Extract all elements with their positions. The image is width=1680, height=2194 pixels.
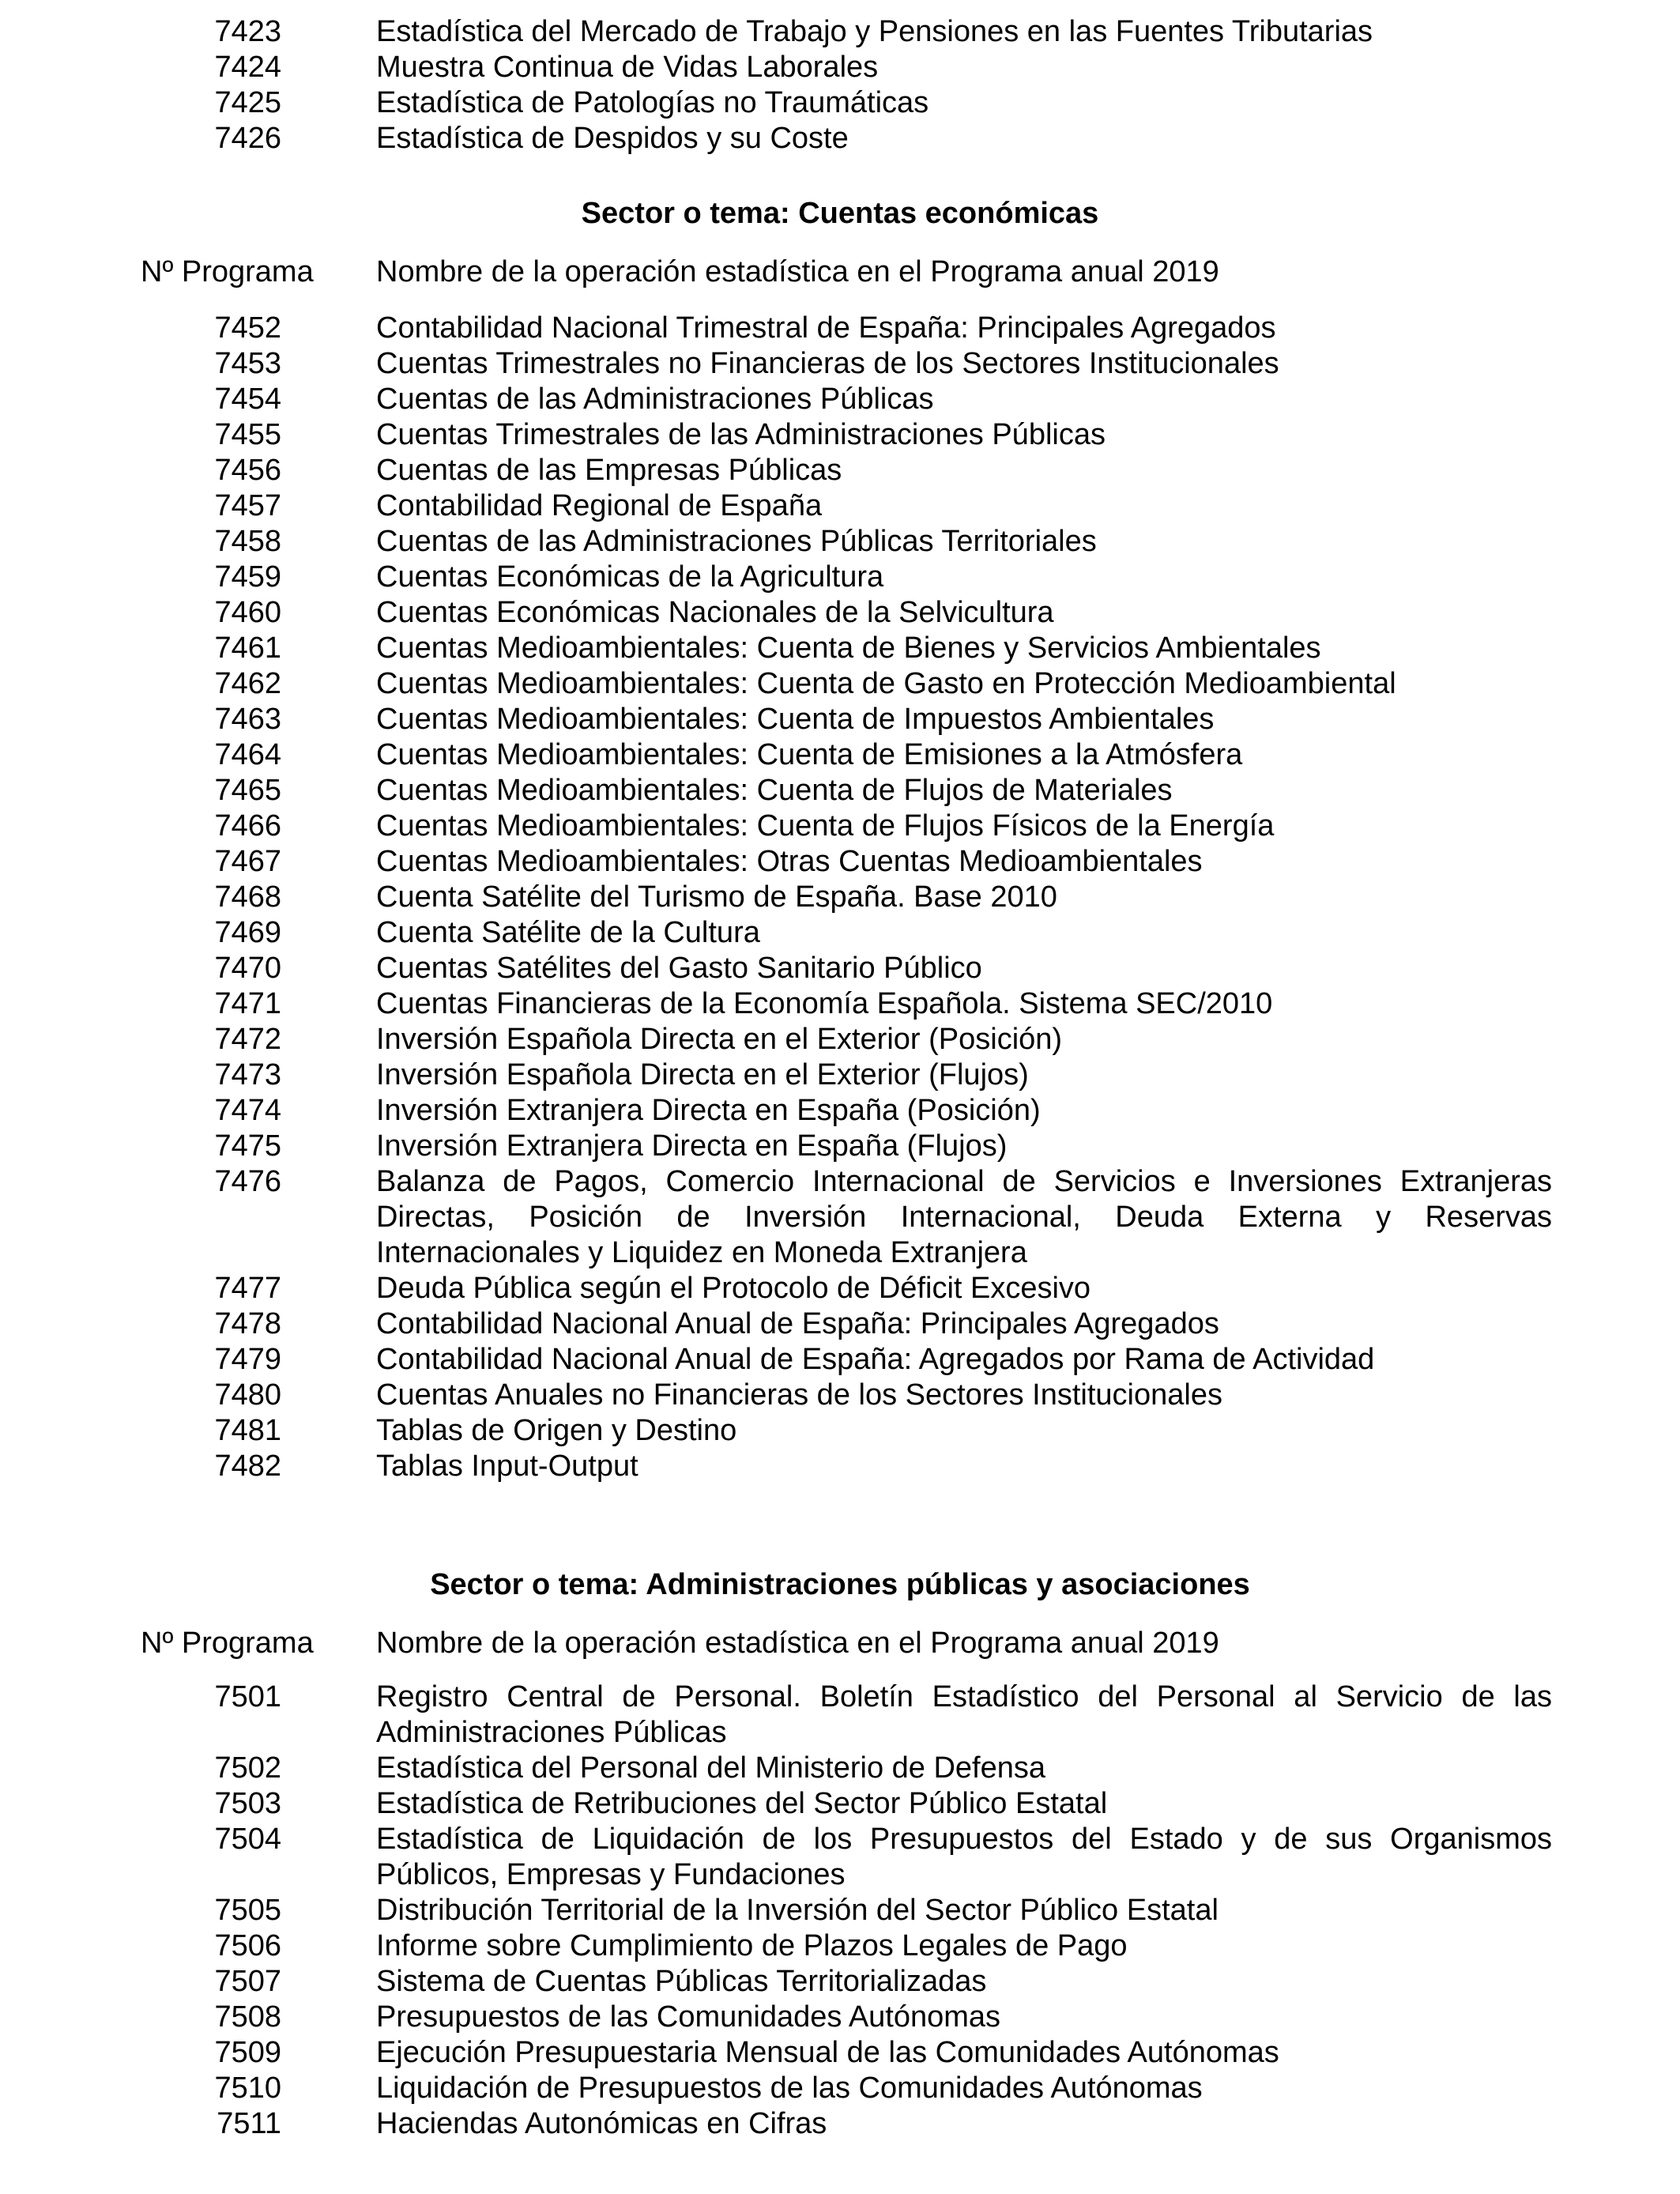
program-number: 7471	[214, 987, 281, 1020]
operation-name: Estadística de Retribuciones del Sector Público Estatal	[376, 1787, 1108, 1820]
operation-name: Deuda Pública según el Protocolo de Déficit Excesivo	[376, 1272, 1091, 1305]
list-item	[0, 1306, 1680, 1342]
list-item	[0, 631, 1680, 666]
program-number: 7472	[214, 1023, 281, 1056]
program-number: 7507	[214, 1965, 281, 1998]
list-item	[0, 915, 1680, 951]
list-item	[0, 666, 1680, 702]
list-item	[0, 382, 1680, 417]
operation-name: Contabilidad Regional de España	[376, 489, 823, 522]
operation-name: Sistema de Cuentas Públicas Territorializadas	[376, 1965, 987, 1998]
program-number: 7505	[214, 1894, 281, 1927]
list-item	[0, 1093, 1680, 1129]
list-item	[0, 773, 1680, 809]
program-number: 7509	[214, 2036, 281, 2069]
list-item	[0, 560, 1680, 595]
program-number: 7504	[214, 1823, 281, 1856]
operation-name: Cuentas Medioambientales: Otras Cuentas Medioambientales	[376, 845, 1203, 878]
list-item	[0, 1022, 1680, 1057]
operation-name: Tablas Input-Output	[376, 1449, 638, 1483]
list-item	[0, 1679, 1680, 1751]
list-item	[0, 346, 1680, 382]
list-item	[0, 488, 1680, 524]
operation-name: Cuentas Medioambientales: Cuenta de Gasto en Protección Medioambiental	[376, 667, 1396, 700]
column-header-number: Nº Programa	[141, 255, 314, 288]
program-number: 7469	[214, 916, 281, 949]
operation-name: Inversión Española Directa en el Exterior (Flujos)	[376, 1058, 1029, 1091]
operation-name: Cuentas Medioambientales: Cuenta de Emisiones a la Atmósfera	[376, 738, 1243, 771]
program-number: 7473	[214, 1058, 281, 1091]
list-item	[0, 986, 1680, 1022]
program-number: 7511	[217, 2107, 281, 2140]
list-item	[0, 880, 1680, 915]
list-item	[0, 951, 1680, 986]
operation-name: Contabilidad Nacional Anual de España: Agregados por Rama de Actividad	[376, 1343, 1375, 1376]
program-number: 7482	[214, 1449, 281, 1483]
operation-name: Cuentas Anuales no Financieras de los Sectores Institucionales	[376, 1378, 1222, 1412]
program-number: 7453	[214, 347, 281, 380]
operation-name: Cuentas Medioambientales: Cuenta de Flujos de Materiales	[376, 774, 1173, 807]
operation-name: Liquidación de Presupuestos de las Comunidades Autónomas	[376, 2071, 1203, 2105]
program-number: 7426	[214, 122, 281, 155]
list-item	[0, 1964, 1680, 2000]
operation-name: Cuentas de las Administraciones Públicas	[376, 383, 934, 416]
program-number: 7466	[214, 809, 281, 843]
list-item	[0, 417, 1680, 453]
program-number: 7425	[214, 86, 281, 119]
program-number: 7474	[214, 1094, 281, 1127]
column-header-name: Nombre de la operación estadística en el Programa anual 2019	[376, 1627, 1219, 1660]
program-number: 7457	[214, 489, 281, 522]
list-item	[0, 1271, 1680, 1306]
program-number: 7503	[214, 1787, 281, 1820]
program-number: 7510	[214, 2071, 281, 2105]
list-item	[0, 809, 1680, 844]
operation-name: Presupuestos de las Comunidades Autónomas	[376, 2000, 1001, 2034]
operation-name: Estadística del Personal del Ministerio de Defensa	[376, 1751, 1046, 1785]
list-item	[0, 1378, 1680, 1413]
program-number: 7456	[214, 454, 281, 487]
operation-name: Estadística del Mercado de Trabajo y Pensiones en las Fuentes Tributarias	[376, 15, 1373, 48]
operation-name: Inversión Extranjera Directa en España (Flujos)	[376, 1129, 1008, 1163]
operation-name: Cuentas Trimestrales de las Administraciones Públicas	[376, 418, 1106, 451]
program-number: 7465	[214, 774, 281, 807]
operation-name: Cuentas de las Administraciones Públicas Territoriales	[376, 525, 1097, 558]
operation-name: Cuenta Satélite de la Cultura	[376, 916, 760, 949]
list-item	[0, 844, 1680, 880]
list-item	[0, 14, 1680, 50]
column-header-number: Nº Programa	[141, 1627, 314, 1660]
list-item	[0, 453, 1680, 488]
program-number: 7479	[214, 1343, 281, 1376]
operation-name: Cuentas Medioambientales: Cuenta de Impuestos Ambientales	[376, 703, 1215, 736]
list-item	[0, 1822, 1680, 1893]
section-heading: Sector o tema: Cuentas económicas	[581, 197, 1099, 230]
operation-name: Cuentas Medioambientales: Cuenta de Flujos Físicos de la Energía	[376, 809, 1275, 843]
operation-name: Estadística de Liquidación de los Presupuestos del Estado y de sus Organismos Públicos, Empresas y Fundaciones	[376, 1823, 1552, 1891]
operation-name: Cuentas Económicas de la Agricultura	[376, 560, 884, 594]
program-number: 7462	[214, 667, 281, 700]
list-item	[0, 2000, 1680, 2035]
program-number: 7463	[214, 703, 281, 736]
list-item	[0, 1057, 1680, 1093]
program-number: 7506	[214, 1929, 281, 1962]
program-number: 7477	[214, 1272, 281, 1305]
program-number: 7475	[214, 1129, 281, 1163]
operation-name: Contabilidad Nacional Trimestral de España: Principales Agregados	[376, 311, 1276, 345]
program-number: 7424	[214, 51, 281, 84]
list-item	[0, 1751, 1680, 1786]
operation-name: Cuentas Medioambientales: Cuenta de Bienes y Servicios Ambientales	[376, 631, 1321, 665]
list-item	[0, 2106, 1680, 2142]
program-number: 7476	[214, 1165, 281, 1198]
program-number: 7423	[214, 15, 281, 48]
operation-name: Ejecución Presupuestaria Mensual de las Comunidades Autónomas	[376, 2036, 1279, 2069]
program-number: 7455	[214, 418, 281, 451]
list-item	[0, 2071, 1680, 2106]
operation-name: Inversión Extranjera Directa en España (Posición)	[376, 1094, 1041, 1127]
program-number: 7467	[214, 845, 281, 878]
program-number: 7480	[214, 1378, 281, 1412]
program-number: 7501	[214, 1680, 281, 1713]
operation-name: Cuentas Financieras de la Economía Española. Sistema SEC/2010	[376, 987, 1273, 1020]
list-item	[0, 2035, 1680, 2071]
list-item	[0, 595, 1680, 631]
program-number: 7458	[214, 525, 281, 558]
program-number: 7452	[214, 311, 281, 345]
list-item	[0, 121, 1680, 156]
list-item	[0, 50, 1680, 85]
list-item	[0, 1786, 1680, 1822]
operation-name: Balanza de Pagos, Comercio Internacional de Servicios e Inversiones Extranjeras Directas, Posición de Inversión Internacional, Deuda Externa y Reservas Internacionales y Liquidez en Moneda Extranjera	[376, 1165, 1552, 1269]
program-number: 7502	[214, 1751, 281, 1785]
operation-name: Inversión Española Directa en el Exterior (Posición)	[376, 1023, 1063, 1056]
operation-name: Distribución Territorial de la Inversión del Sector Público Estatal	[376, 1894, 1219, 1927]
operation-name: Muestra Continua de Vidas Laborales	[376, 51, 879, 84]
program-number: 7468	[214, 880, 281, 914]
program-number: 7481	[214, 1414, 281, 1447]
list-item	[0, 311, 1680, 346]
list-item	[0, 524, 1680, 560]
program-number: 7459	[214, 560, 281, 594]
list-item	[0, 1928, 1680, 1964]
operation-name: Contabilidad Nacional Anual de España: Principales Agregados	[376, 1307, 1219, 1340]
operation-name: Cuentas Satélites del Gasto Sanitario Público	[376, 952, 982, 985]
list-item	[0, 1893, 1680, 1928]
program-number: 7508	[214, 2000, 281, 2034]
operation-name: Haciendas Autonómicas en Cifras	[376, 2107, 827, 2140]
program-number: 7454	[214, 383, 281, 416]
program-number: 7470	[214, 952, 281, 985]
operation-name: Informe sobre Cumplimiento de Plazos Legales de Pago	[376, 1929, 1128, 1962]
list-item	[0, 85, 1680, 121]
operation-name: Cuenta Satélite del Turismo de España. Base 2010	[376, 880, 1057, 914]
operation-name: Cuentas de las Empresas Públicas	[376, 454, 842, 487]
section-heading: Sector o tema: Administraciones públicas y asociaciones	[430, 1568, 1250, 1601]
operation-name: Cuentas Trimestrales no Financieras de los Sectores Institucionales	[376, 347, 1279, 380]
list-item	[0, 1342, 1680, 1378]
program-number: 7464	[214, 738, 281, 771]
program-number: 7478	[214, 1307, 281, 1340]
operation-name: Cuentas Económicas Nacionales de la Selvicultura	[376, 596, 1054, 629]
program-number: 7460	[214, 596, 281, 629]
operation-name: Estadística de Despidos y su Coste	[376, 122, 849, 155]
list-item	[0, 1449, 1680, 1484]
list-item	[0, 1164, 1680, 1271]
list-item	[0, 702, 1680, 737]
column-header-name: Nombre de la operación estadística en el Programa anual 2019	[376, 255, 1219, 288]
list-item	[0, 1413, 1680, 1449]
program-number: 7461	[214, 631, 281, 665]
operation-name: Estadística de Patologías no Traumáticas	[376, 86, 929, 119]
operation-name: Registro Central de Personal. Boletín Estadístico del Personal al Servicio de las Administraciones Públicas	[376, 1680, 1552, 1749]
operation-name: Tablas de Origen y Destino	[376, 1414, 737, 1447]
list-item	[0, 1129, 1680, 1164]
list-item	[0, 737, 1680, 773]
